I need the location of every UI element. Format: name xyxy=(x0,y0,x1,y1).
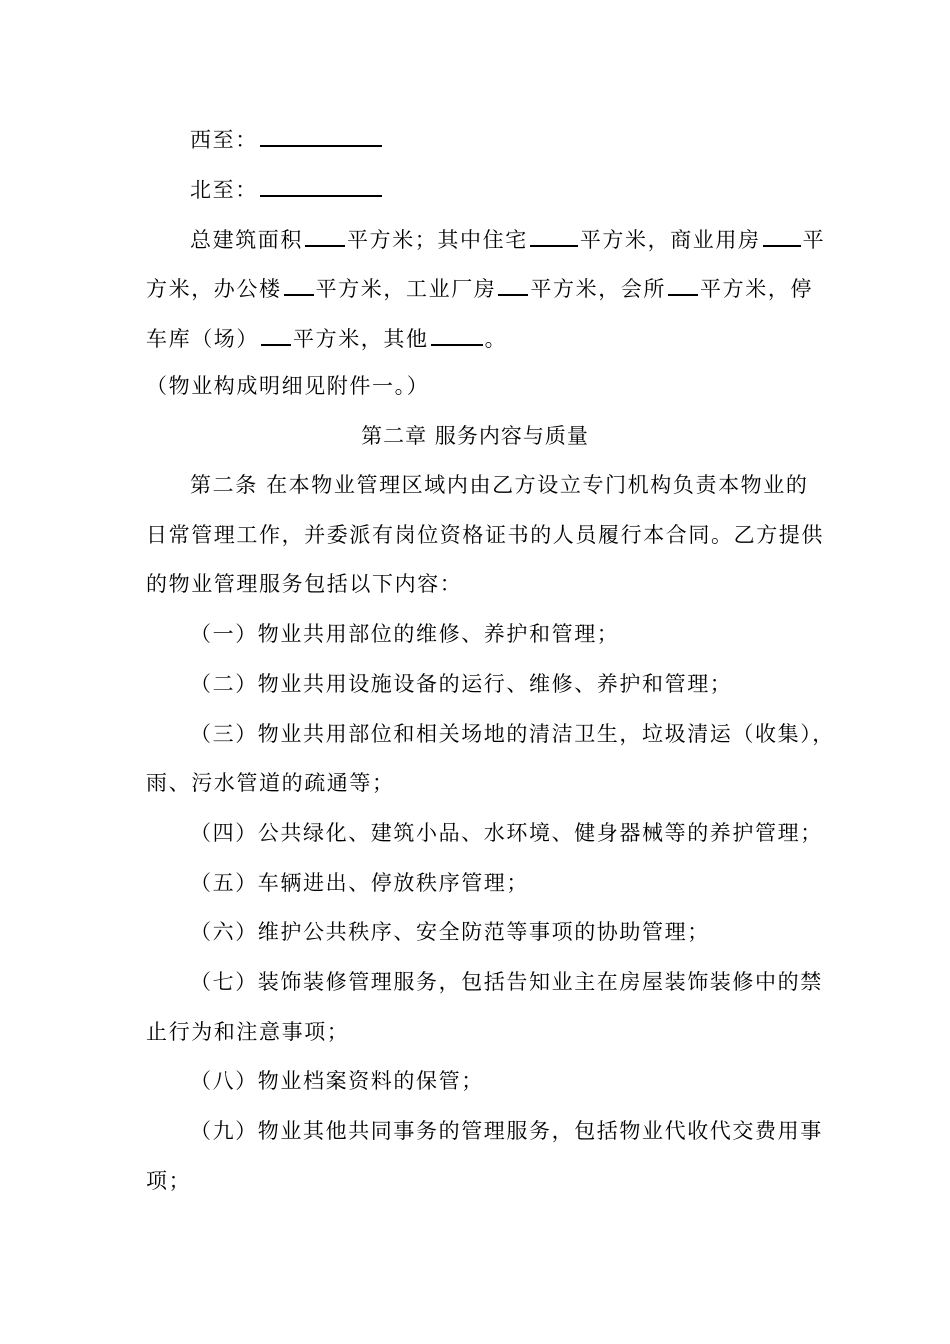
other-area-blank[interactable] xyxy=(431,322,483,346)
item-2: （二）物业共用设施设备的运行、维修、养护和管理； xyxy=(190,672,733,696)
item-7-line-1: （七）装饰装修管理服务，包括告知业主在房屋装饰装修中的禁 xyxy=(190,970,823,994)
item-9-line-1: （九）物业其他共同事务的管理服务，包括物业代收代交费用事 xyxy=(190,1119,823,1143)
chapter-title: 第二章 服务内容与质量 xyxy=(361,424,589,448)
office-area-blank[interactable] xyxy=(284,272,314,296)
area-text-office: 方米，办公楼 xyxy=(146,277,282,301)
item-3-line-2: 雨、污水管道的疏通等； xyxy=(146,771,395,795)
area-line-2 xyxy=(146,272,814,303)
area-text-commercial: 平方米，商业用房 xyxy=(579,228,761,252)
area-text-residential: 平方米；其中住宅 xyxy=(347,228,528,252)
area-text-end: 。 xyxy=(484,327,508,351)
article-2-line-3: 的物业管理服务包括以下内容： xyxy=(146,572,463,596)
area-text-parking-start: 平方米，停 xyxy=(700,277,814,301)
west-boundary-line xyxy=(190,123,850,154)
item-3-line-1: （三）物业共用部位和相关场地的清洁卫生，垃圾清运（收集）， xyxy=(190,722,835,746)
item-4: （四）公共绿化、建筑小品、水环境、健身器械等的养护管理； xyxy=(190,821,823,845)
item-7-line-2: 止行为和注意事项； xyxy=(146,1020,350,1044)
area-line-3 xyxy=(146,322,806,353)
article-2-line-1: 第二条 在本物业管理区域内由乙方设立专门机构负责本物业的 xyxy=(190,473,809,497)
west-boundary-blank[interactable] xyxy=(260,123,382,147)
garage-area-blank[interactable] xyxy=(261,322,291,346)
area-text-other: 平方米，其他 xyxy=(293,327,429,351)
industrial-area-blank[interactable] xyxy=(498,272,528,296)
residential-area-blank[interactable] xyxy=(530,223,578,247)
north-boundary-blank[interactable] xyxy=(260,173,382,197)
clubhouse-area-blank[interactable] xyxy=(668,272,698,296)
north-boundary-label: 北至： xyxy=(190,178,258,202)
area-text-clubhouse: 平方米，会所 xyxy=(530,277,667,301)
west-boundary-label: 西至： xyxy=(190,128,258,152)
item-9-line-2: 项； xyxy=(146,1169,192,1193)
item-8: （八）物业档案资料的保管； xyxy=(190,1069,484,1093)
area-line-1 xyxy=(190,223,826,254)
area-text-garage: 车库（场） xyxy=(146,327,259,351)
area-text-ping: 平 xyxy=(802,228,826,252)
area-text-total: 总建筑面积 xyxy=(190,228,303,252)
commercial-area-blank[interactable] xyxy=(763,223,801,247)
article-2-line-2: 日常管理工作，并委派有岗位资格证书的人员履行本合同。乙方提供 xyxy=(146,523,824,547)
property-note: （物业构成明细见附件一。） xyxy=(146,374,430,398)
item-5: （五）车辆进出、停放秩序管理； xyxy=(190,871,529,895)
area-text-industrial: 平方米，工业厂房 xyxy=(315,277,497,301)
item-6: （六）维护公共秩序、安全防范等事项的协助管理； xyxy=(190,920,710,944)
item-1: （一）物业共用部位的维修、养护和管理； xyxy=(190,622,620,646)
total-area-blank[interactable] xyxy=(305,223,345,247)
north-boundary-line xyxy=(190,173,850,204)
